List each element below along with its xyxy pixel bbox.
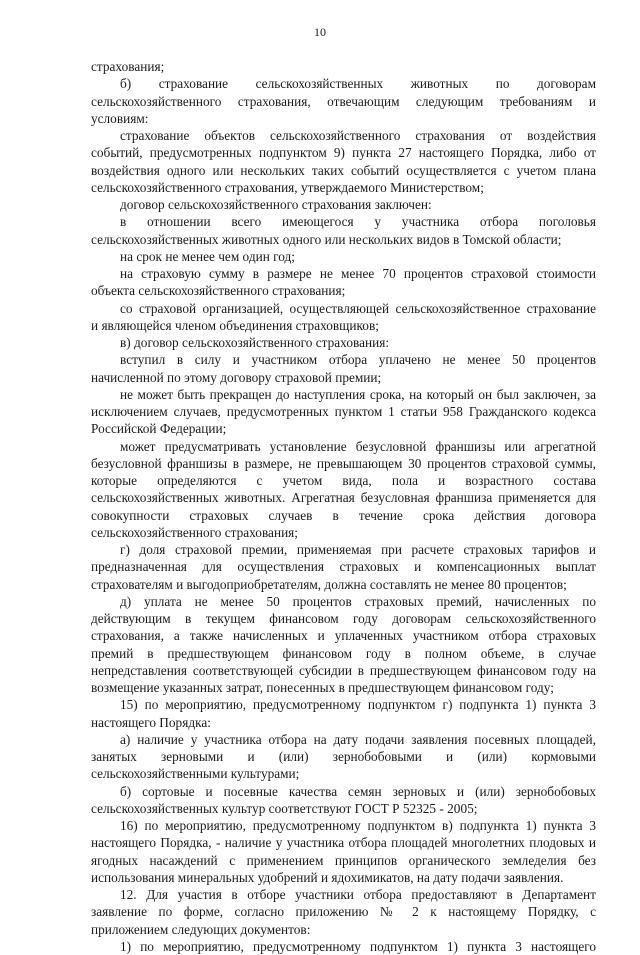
text-line: на срок не менее чем один год; — [120, 248, 295, 264]
text-line: сельскохозяйственных культур соответствуют ГОСТ Р 52325 - 2005; — [91, 800, 478, 816]
text-line: г) доля страховой премии, применяемая при расчете страховых тарифов и — [120, 542, 596, 557]
text-line: и являющейся членом объединения страховщиков; — [91, 317, 379, 333]
text-line: действующим в текущем финансовом году договорам сельскохозяйственного — [91, 611, 596, 626]
text-line: 1) по мероприятию, предусмотренному подпунктом 1) пункта 3 настоящего — [120, 938, 596, 954]
text-line: сельскохозяйственного страхования, отвечающим следующим требованиям и — [91, 93, 596, 109]
text-line: использования минеральных удобрений и ядохимикатов, на дату подачи заявления. — [91, 869, 564, 885]
text-line: сельскохозяйственными культурами; — [91, 766, 300, 782]
text-line: страхователям и выгодоприобретателям, должна составлять не менее 80 процентов; — [91, 576, 567, 592]
text-line: приложением следующих документов: — [91, 921, 311, 937]
text-line: заявление по форме, согласно приложению № 2 к настоящему Порядку, с — [91, 904, 596, 920]
text-line: исключением случаев, предусмотренных пунктом 1 статьи 958 Гражданского кодекса — [91, 404, 596, 419]
page-number: 10 — [314, 25, 326, 39]
text-line: страхования, а также начисленных и уплаченных участником отбора страховых — [91, 628, 596, 644]
text-line: сельскохозяйственного страхования; — [91, 524, 298, 540]
text-line: 16) по мероприятию, предусмотренному подпунктом в) подпункта 1) пункта 3 — [120, 818, 596, 833]
text-line: вступил в силу и участником отбора уплачено не менее 50 процентов — [120, 352, 596, 368]
text-line: сельскохозяйственных животных одного или нескольких видов в Томской области; — [91, 231, 562, 247]
text-line: настоящего Порядка, - наличие у участника отбора площадей многолетних плодовых и — [91, 835, 596, 851]
text-line: событий, предусмотренных подпунктом 9) пункта 27 настоящего Порядка, либо от — [91, 145, 596, 161]
text-line: занятых зерновыми и (или) зернобобовыми и (или) кормовыми — [91, 749, 596, 764]
text-line: воздействия одного или нескольких таких событий осуществляется с учетом плана — [91, 162, 596, 178]
text-line: д) уплата не менее 50 процентов страховых премий, начисленных по — [120, 593, 596, 609]
text-line: совокупности страховых случаев в течение срока действия договора — [91, 507, 596, 523]
document-body — [91, 58, 596, 955]
text-line: а) наличие у участника отбора на дату подачи заявления посевных площадей, — [120, 731, 596, 747]
text-line: возмещение указанных затрат, понесенных в предшествующем финансовом году; — [91, 680, 554, 695]
text-line: б) страхование сельскохозяйственных животных по договорам — [120, 76, 596, 92]
text-line: начисленной по этому договору страховой премии; — [91, 369, 382, 385]
text-line: 15) по мероприятию, предусмотренному подпунктом г) подпункта 1) пункта 3 — [120, 697, 596, 713]
text-line: со страховой организацией, осуществляющей сельскохозяйственное страхование — [120, 300, 596, 316]
text-line: которые определяются с учетом вида, пола и возрастного состава — [91, 473, 596, 488]
text-line: в) договор сельскохозяйственного страхования: — [120, 335, 390, 350]
text-line: может предусматривать установление безусловной франшизы или агрегатной — [120, 438, 596, 454]
text-line: предназначенная для осуществления страховых и компенсационных выплат — [91, 559, 596, 575]
text-line: в отношении всего имеющегося у участника отбора поголовья — [120, 214, 596, 230]
text-line: Российской Федерации; — [91, 421, 227, 437]
text-line: ягодных насаждений с применением принципов органического земледелия без — [91, 852, 596, 868]
text-line: премий в предшествующем финансовом году в полном объеме, в случае — [91, 645, 596, 661]
text-line: 12. Для участия в отборе участники отбора предоставляют в Департамент — [120, 887, 596, 902]
text-line: договор сельскохозяйственного страхования заключен: — [120, 197, 432, 212]
text-line: сельскохозяйственных животных. Агрегатная безусловная франшиза применяется для — [91, 490, 596, 506]
text-line: условиям: — [91, 110, 149, 126]
text-line: не может быть прекращен до наступления срока, на который он был заключен, за — [120, 386, 596, 402]
text-line: безусловной франшизы в размере, не превышающем 30 процентов страховой суммы, — [91, 455, 596, 471]
text-line: страхования; — [91, 59, 165, 74]
text-line: непредставления соответствующей субсидии в предшествующем финансовом году на — [91, 662, 596, 678]
text-line: б) сортовые и посевные качества семян зерновых и (или) зернобобовых — [120, 783, 596, 799]
text-line: объекта сельскохозяйственного страхования; — [91, 283, 346, 299]
text-line: страхование объектов сельскохозяйственного страхования от воздействия — [120, 128, 596, 143]
text-line: на страховую сумму в размере не менее 70 процентов страховой стоимости — [120, 266, 596, 281]
text-line: настоящего Порядка: — [91, 714, 211, 730]
text-line: сельскохозяйственного страхования, утверждаемого Министерством; — [91, 179, 484, 195]
